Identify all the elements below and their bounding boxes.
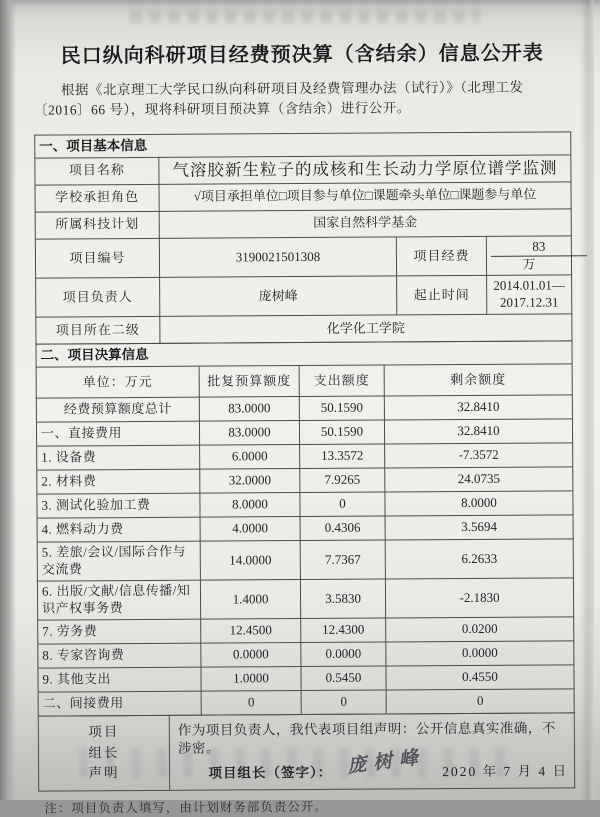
spent-cell: 3.5830	[300, 579, 385, 618]
settlement-rows	[36, 395, 574, 716]
period-label: 起止时间	[397, 276, 487, 315]
spent-cell: 0	[300, 492, 385, 517]
row-label: 5. 差旅/会议/国际合作与交流费	[37, 542, 200, 582]
settlement-row	[37, 467, 573, 494]
spent-cell: 50.1590	[299, 396, 384, 421]
remain-cell: 0.0200	[386, 617, 574, 642]
budget-cell: 1.0000	[201, 667, 301, 692]
settlement-row	[37, 491, 573, 518]
funds-label: 项目经费	[396, 236, 486, 276]
signature-date: 2020 年 7 月 4 日	[442, 763, 569, 780]
row-label: 一、直接费用	[36, 422, 199, 447]
section-1-title: 一、项目基本信息	[35, 131, 571, 157]
funds-value-cell	[486, 236, 571, 276]
role-value: √项目承担单位□项目参与单位□课题牵头单位□课题参与单位	[159, 182, 571, 212]
remain-cell: 8.0000	[385, 491, 573, 516]
settlement-row	[37, 539, 573, 581]
project-name-label: 项目名称	[35, 157, 159, 185]
remain-cell: -2.1830	[385, 578, 573, 618]
department-label: 项目所在二级	[36, 317, 160, 345]
footnote: 注：项目负责人填写，由计划财务部负责公开。	[44, 799, 328, 816]
program-value: 国家自然科学基金	[159, 209, 571, 239]
row-label: 4. 燃料动力费	[37, 518, 200, 543]
settlement-row	[37, 515, 573, 542]
funds-amount: 83	[491, 238, 587, 256]
budget-cell: 6.0000	[200, 445, 300, 470]
intro-paragraph: 根据《北京理工大学民口纵向科研项目及经费管理办法（试行）》（北理工发〔2016〕66 号），现将科研项目预决算（含结余）进行公开。	[34, 79, 524, 118]
remain-cell: 0	[386, 689, 574, 714]
row-label: 8. 专家咨询费	[38, 643, 201, 668]
declaration-table	[38, 712, 575, 791]
settlement-row	[38, 641, 574, 668]
budget-cell: 4.0000	[200, 517, 300, 542]
remain-cell: 0.4550	[386, 665, 574, 690]
row-label: 7. 劳务费	[38, 619, 201, 644]
row-label: 9. 其他支出	[38, 667, 201, 692]
settlement-column-header	[36, 364, 572, 398]
document-sheet	[34, 40, 576, 816]
settlement-row	[38, 617, 574, 644]
row-label: 1. 设备费	[37, 446, 200, 471]
declaration-label-line: 声明	[88, 765, 120, 781]
section-1-header	[35, 131, 571, 157]
row-label: 2. 材料费	[37, 470, 200, 495]
remain-cell: 6.2633	[385, 539, 573, 579]
settlement-row	[36, 395, 572, 422]
col-remain: 剩余额度	[384, 364, 572, 396]
col-unit: 单位：万元	[36, 367, 199, 399]
spent-cell: 7.7367	[300, 540, 385, 579]
settlement-row	[37, 443, 573, 470]
remain-cell: -7.3572	[385, 443, 573, 468]
budget-cell: 1.4000	[200, 580, 300, 619]
project-number-label: 项目编号	[35, 238, 159, 279]
declaration-label	[38, 715, 169, 791]
settlement-row	[37, 578, 573, 620]
settlement-table	[35, 341, 574, 717]
remain-cell: 32.8410	[384, 395, 572, 420]
spent-cell: 0.4306	[300, 516, 385, 541]
settlement-row	[38, 665, 574, 692]
declaration-label-line: 项目	[88, 723, 120, 739]
col-budget: 批复预算额度	[199, 366, 299, 398]
declaration-body	[169, 713, 574, 790]
leader-period-row	[36, 275, 572, 317]
budget-cell: 0	[201, 691, 301, 716]
remain-cell: 3.5694	[385, 515, 573, 540]
handwritten-signature: 庞树峰	[346, 746, 427, 778]
remain-cell: 0.0000	[386, 641, 574, 666]
spent-cell: 0.5450	[301, 666, 386, 691]
leader-label: 项目负责人	[36, 278, 160, 318]
project-name-row	[35, 155, 571, 185]
department-row	[36, 314, 572, 344]
department-value: 化学化工学院	[160, 314, 572, 344]
declaration-statement: 作为项目负责人，我代表项目组声明：公开信息真实准确，不涉密。	[177, 720, 556, 756]
row-label: 6. 出版/文献/信息传播/知识产权事务费	[37, 580, 200, 620]
leader-value: 庞树峰	[160, 276, 397, 316]
section-2-header	[36, 341, 572, 367]
budget-cell: 32.0000	[200, 469, 300, 494]
declaration-label-line: 组长	[88, 744, 120, 760]
budget-cell: 8.0000	[200, 493, 300, 518]
role-label: 学校承担角色	[35, 184, 159, 212]
spent-cell: 50.1590	[299, 420, 384, 445]
row-label: 经费预算额度总计	[36, 398, 199, 423]
bleedthrough-artifact-top	[130, 10, 480, 23]
row-label: 3. 测试化验加工费	[37, 494, 200, 519]
budget-cell: 0.0000	[201, 643, 301, 668]
spent-cell: 12.4300	[301, 618, 386, 643]
role-row	[35, 182, 571, 212]
settlement-row	[36, 419, 572, 446]
signature-row	[170, 746, 569, 783]
spent-cell: 0.0000	[301, 642, 386, 667]
remain-cell: 24.0735	[385, 467, 573, 492]
declaration-row	[38, 713, 574, 791]
signature-label: 项目组长（签字）：	[208, 765, 333, 782]
row-label: 二、间接费用	[38, 691, 201, 716]
budget-cell: 12.4500	[201, 619, 301, 644]
remain-cell: 32.8410	[384, 419, 572, 444]
project-number-value: 3190021501308	[159, 237, 396, 278]
page-title: 民口纵向科研项目经费预决算（含结余）信息公开表	[60, 42, 544, 68]
budget-cell: 83.0000	[199, 397, 299, 422]
program-label: 所属科技计划	[35, 211, 159, 239]
section-2-title: 二、项目决算信息	[36, 341, 572, 367]
funds-unit: 万	[522, 256, 536, 272]
col-spent: 支出额度	[299, 365, 384, 397]
project-name-value: 气溶胶新生粒子的成核和生长动力学原位谱学监测	[159, 155, 571, 185]
spent-cell: 0	[301, 690, 386, 715]
budget-cell: 14.0000	[200, 541, 300, 580]
number-funds-row	[35, 236, 571, 279]
program-row	[35, 209, 571, 239]
spent-cell: 13.3572	[300, 444, 385, 469]
period-value: 2014.01.01—2017.12.31	[487, 275, 572, 314]
budget-cell: 83.0000	[199, 421, 299, 446]
spent-cell: 7.9265	[300, 468, 385, 493]
basic-info-table	[34, 131, 572, 345]
